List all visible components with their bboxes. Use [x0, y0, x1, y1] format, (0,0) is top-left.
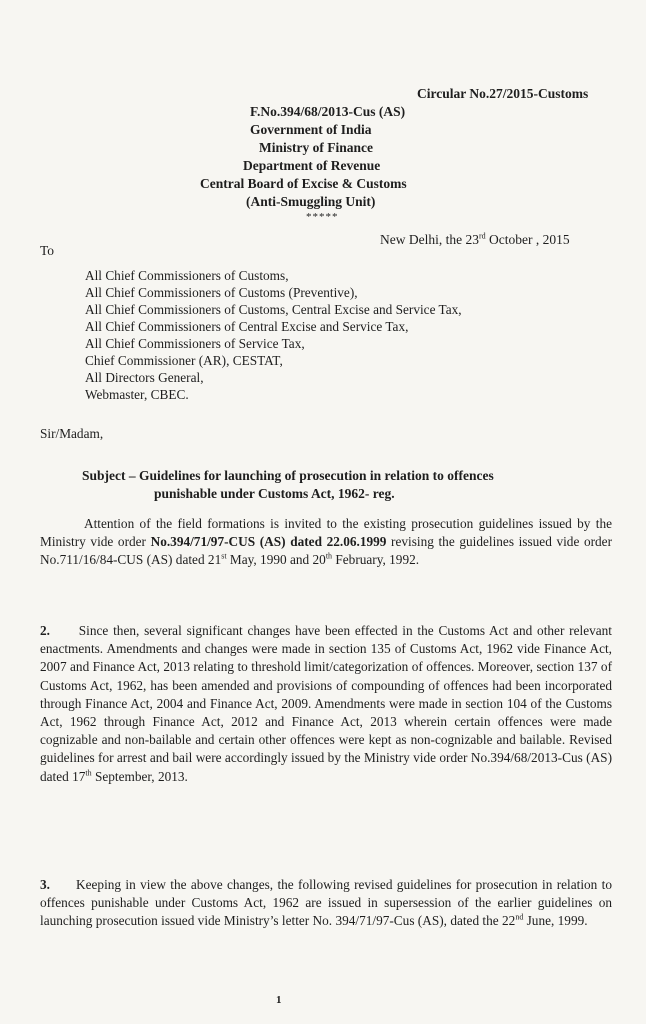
- addressee-line: Chief Commissioner (AR), CESTAT,: [85, 353, 283, 368]
- addressee-line: All Chief Commissioners of Customs, Central Excise and Service Tax,: [85, 302, 462, 317]
- paragraph-number: 2.: [40, 623, 50, 638]
- paragraph-3: 3. Keeping in view the above changes, the following revised guidelines for prosecution in relation to offences punishable under Customs Act, 1962 are issued in supersession of the earlier guidelines on launching prosecution issued vide Ministry’s letter No. 394/71/97-Cus (AS), dated the 22nd June, 1999.: [40, 877, 612, 929]
- government-name: Government of India: [250, 122, 372, 137]
- ministry-name: Ministry of Finance: [259, 140, 373, 155]
- unit-name: (Anti-Smuggling Unit): [246, 194, 376, 209]
- subject-line-1: Subject – Guidelines for launching of prosecution in relation to offences: [82, 468, 494, 483]
- to-label: To: [40, 243, 55, 258]
- salutation: Sir/Madam,: [40, 426, 104, 441]
- addressee-line: Webmaster, CBEC.: [85, 387, 189, 402]
- paragraph-number: 3.: [40, 877, 50, 892]
- addressee-line: All Chief Commissioners of Customs (Preventive),: [85, 285, 358, 300]
- addressee-line: All Chief Commissioners of Service Tax,: [85, 336, 305, 351]
- addressee-line: All Directors General,: [85, 370, 204, 385]
- separator-stars: *****: [306, 211, 339, 223]
- board-name: Central Board of Excise & Customs: [200, 176, 407, 191]
- page-number: 1: [276, 994, 282, 1006]
- file-number: F.No.394/68/2013-Cus (AS): [250, 104, 406, 119]
- addressee-line: All Chief Commissioners of Central Excise and Service Tax,: [85, 319, 409, 334]
- circular-number: Circular No.27/2015-Customs: [417, 86, 589, 101]
- subject-line-2: punishable under Customs Act, 1962- reg.: [154, 486, 395, 501]
- department-name: Department of Revenue: [243, 158, 381, 173]
- addressee-line: All Chief Commissioners of Customs,: [85, 268, 289, 283]
- paragraph-2: 2. Since then, several significant changes have been effected in the Customs Act and other relevant enactments. Amendments and changes were made in section 135 of Customs Act, 1962 vide Finance Act, 2007 and Finance Act, 2013 relating to threshold limit/categorization of offences. Moreover, section 137 of Customs Act, 1962, has been amended and provisions of compounding of offences had been incorporated through Finance Act, 2004 and Finance Act, 2009. Amendments were made in section 104 of the Customs Act, 1962 through Finance Act, 2012 and Finance Act, 2013 wherein certain offences were made cognizable and non-bailable and certain other offences were kept as non-cognizable and bailable. Revised guidelines for arrest and bail were accordingly issued by the Ministry vide order No.394/68/2013-Cus (AS) dated 17th September, 2013.: [40, 623, 612, 784]
- paragraph-1: Attention of the field formations is invited to the existing prosecution guidelines issued by the Ministry vide order No.394/71/97-CUS (AS) dated 22.06.1999 revising the guidelines issued vide order No.711/16/84-CUS (AS) dated 21st May, 1990 and 20th February, 1992.: [40, 516, 613, 568]
- date-line: New Delhi, the 23rd October , 2015: [380, 231, 570, 247]
- subject-block: [82, 467, 612, 503]
